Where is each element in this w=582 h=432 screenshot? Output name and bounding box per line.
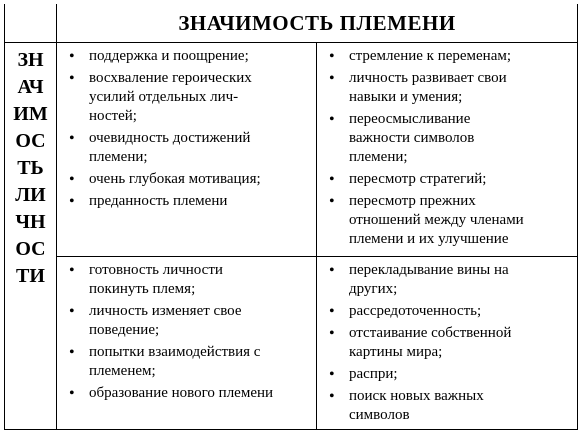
- list-item: [63, 47, 310, 66]
- list-item: [323, 302, 571, 321]
- side-header-line: ТИ: [16, 265, 45, 287]
- item-line: стремление к переменам;: [349, 48, 512, 64]
- item-line: племени;: [89, 149, 148, 165]
- quadrant-bottom-right: [317, 256, 577, 430]
- bullet-list: [323, 261, 571, 425]
- item-line: племени и их улучшение: [349, 231, 509, 247]
- item-line: пересмотр стратегий;: [349, 171, 487, 187]
- table-corner: [5, 4, 57, 42]
- side-header-line: ЗН: [17, 49, 44, 71]
- list-item: [323, 387, 571, 425]
- item-line: ностей;: [89, 108, 137, 124]
- list-item: [323, 192, 571, 249]
- side-header-line: ИМ: [13, 103, 48, 125]
- item-line: поддержка и поощрение;: [89, 48, 249, 64]
- side-header-line: ЛИ: [15, 184, 46, 206]
- item-line: отстаивание собственной: [349, 325, 512, 341]
- item-line: племени;: [349, 149, 408, 165]
- list-item: [63, 69, 310, 126]
- item-line: рассредоточенность;: [349, 303, 482, 319]
- item-line: личность развивает свои: [349, 70, 507, 86]
- item-line: попытки взаимодействия с: [89, 344, 261, 360]
- item-line: поведение;: [89, 322, 160, 338]
- list-item: [63, 129, 310, 167]
- item-line: важности символов: [349, 130, 475, 146]
- item-line: поиск новых важных: [349, 388, 484, 404]
- side-header-line: АЧ: [17, 76, 44, 98]
- side-header-line: ОС: [15, 130, 46, 152]
- item-line: отношений между членами: [349, 212, 524, 228]
- list-item: [63, 170, 310, 189]
- item-line: личность изменяет свое: [89, 303, 242, 319]
- side-header-line: ТЬ: [17, 157, 44, 179]
- quadrant-top-right: [317, 42, 577, 256]
- item-line: картины мира;: [349, 344, 443, 360]
- item-line: преданность племени: [89, 193, 228, 209]
- item-line: символов: [349, 407, 410, 423]
- bullet-list: [323, 47, 571, 249]
- list-item: [63, 343, 310, 381]
- item-line: распри;: [349, 366, 398, 382]
- list-item: [323, 170, 571, 189]
- quadrant-top-left: [57, 42, 317, 256]
- list-item: [63, 261, 310, 299]
- list-item: [323, 69, 571, 107]
- item-line: перекладывание вины на: [349, 262, 509, 278]
- list-item: [323, 324, 571, 362]
- item-line: восхваление героических: [89, 70, 252, 86]
- item-line: очень глубокая мотивация;: [89, 171, 261, 187]
- list-item: [323, 110, 571, 167]
- item-line: покинуть племя;: [89, 281, 196, 297]
- list-item: [323, 365, 571, 384]
- side-header-line: ЧН: [15, 211, 46, 233]
- item-line: очевидность достижений: [89, 130, 251, 146]
- bullet-list: [63, 47, 310, 211]
- bullet-list: [63, 261, 310, 403]
- side-header: [5, 42, 57, 430]
- list-item: [63, 302, 310, 340]
- item-line: пересмотр прежних: [349, 193, 476, 209]
- item-line: готовность личности: [89, 262, 223, 278]
- item-line: усилий отдельных лич-: [89, 89, 239, 105]
- item-line: образование нового племени: [89, 385, 274, 401]
- list-item: [63, 384, 310, 403]
- list-item: [323, 261, 571, 299]
- side-header-line: ОС: [15, 238, 46, 260]
- item-line: навыки и умения;: [349, 89, 463, 105]
- quadrant-bottom-left: [57, 256, 317, 430]
- tribe-significance-table: [4, 4, 578, 430]
- item-line: племенем;: [89, 363, 156, 379]
- list-item: [63, 192, 310, 211]
- item-line: других;: [349, 281, 398, 297]
- item-line: переосмысливание: [349, 111, 471, 127]
- list-item: [323, 47, 571, 66]
- table-header-title: ЗНАЧИМОСТЬ ПЛЕМЕНИ: [178, 10, 456, 35]
